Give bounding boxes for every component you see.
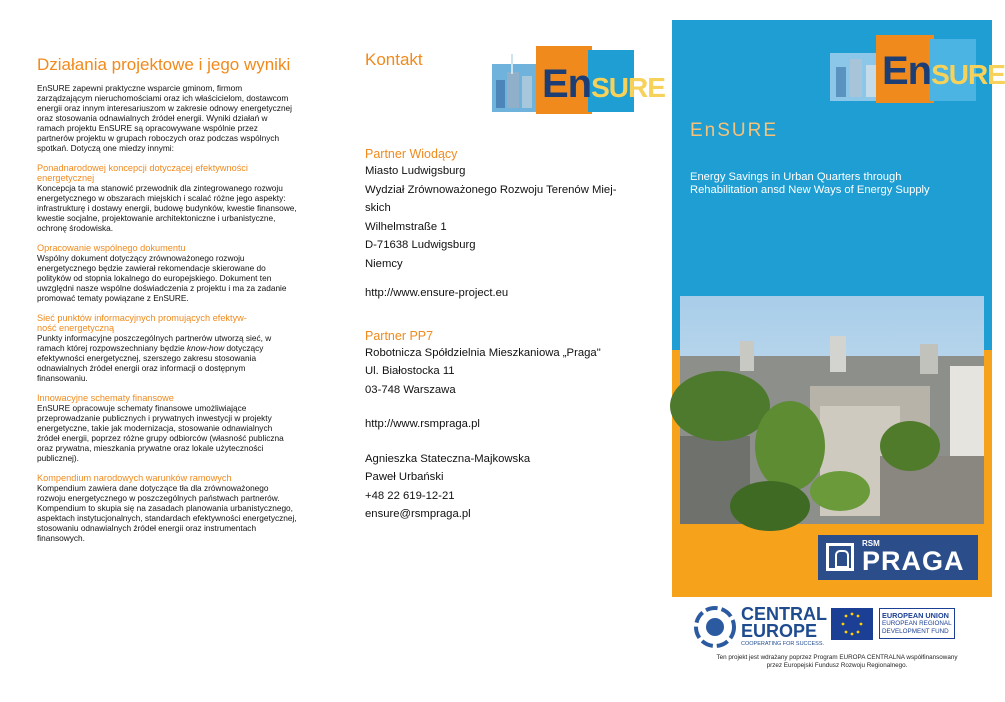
- section-body: Punkty informacyjne poszczególnych partnerów utworzą sieć, w ramach której rozpowszechniany będzie know-how dotyczący efektywności energetycznej, szerszego zakresu stosowania odnawialnych źródeł energii oraz informacji o dostępnym finansowaniu.: [37, 333, 272, 383]
- section-compendium: [37, 473, 297, 543]
- section-heading: Kompendium narodowych warunków ramowych: [37, 473, 232, 483]
- contact-column: [365, 50, 635, 524]
- praga-emblem-icon: [826, 543, 854, 571]
- section-body: Kompendium zawiera dane dotyczące tła dla zrównoważonego rozwoju energetycznego w poszczególnych państwach partnerów. Kompendium to skupia się na zasadach planowania urbanistycznego, aspektach instytucjonalnych, standardach efektywności energetycznej, stosowaniu odnawialnych źródeł energii oraz instrumentach finansowych.: [37, 483, 297, 543]
- lead-line: skich: [365, 202, 391, 214]
- cover-title: EnSURE: [690, 120, 779, 141]
- section-concept: [37, 163, 297, 233]
- partner-pp7-title: Partner PP7: [365, 328, 434, 343]
- section-title: Działania projektowe i jego wyniki: [37, 55, 291, 74]
- section-heading: Sieć punktów informacyjnych promujących efektyw- ność energetyczną: [37, 313, 247, 333]
- section-heading: Opracowanie wspólnego dokumentu: [37, 243, 186, 253]
- intro-text: EnSURE zapewni praktyczne wsparcie gminom, firmom zarządzającym nieruchomościami oraz ich właścicielom, dostawcom energii oraz innym interesariuszom w zakresie odnowy energetycznej oraz stosowania odnawialnych źródeł energii. Wyniki działań w ramach projektu EnSURE są opracowywane wspólnie przez partnerów projektu w grupach roboczych oraz podczas wspólnych spotkań. Dotyczą one miedzy innymi:: [37, 83, 293, 153]
- section-body: Koncepcja ta ma stanowić przewodnik dla zintegrowanego rozwoju energetycznego w obszarach miejskich i scalać różne jego aspekty: infrastrukturę i dostawy energii, budowę budynków, kwestie finansowe, kwestie socjalne, projektowanie architektoniczne i urbanistyczne, ochronę środowiska.: [37, 183, 297, 233]
- lead-url-link[interactable]: http://www.ensure-project.eu: [365, 287, 509, 299]
- city-photo: [680, 296, 984, 524]
- eu-logo: EUROPEAN UNION EUROPEAN REGIONAL DEVELOPMENT FUND: [831, 608, 955, 648]
- lead-line: Wilhelmstraße 1: [365, 220, 447, 233]
- ensure-logo: EnSURE: [492, 46, 634, 120]
- funding-note: Ten projekt jest wdrażany poprzez Program EUROPA CENTRALNA współfinansowany przez Europejski Fundusz Rozwoju Regionalnego.: [716, 654, 958, 669]
- contact-person: Agnieszka Stateczna-Majkowska: [365, 452, 531, 465]
- contact-title: Kontakt: [365, 50, 423, 69]
- section-document: [37, 243, 297, 303]
- contact-email-link[interactable]: ensure@rsmpraga.pl: [365, 508, 471, 520]
- contact-person: Paweł Urbański: [365, 471, 444, 483]
- lead-line: D-71638 Ludwigsburg: [365, 239, 476, 251]
- lead-line: Miasto Ludwigsburg: [365, 165, 466, 177]
- section-body: Wspólny dokument dotyczący zrównoważonego rozwoju energetycznego będzie zawierał rekomendacje skierowane do polityków od stopnia lokalnego do europejskiego. Dokument ten uwzględni nasze wspólne doświadczenia z projektu i ma za zadanie promować tematy powiązane z EnSURE.: [37, 253, 287, 303]
- section-finance: [37, 393, 297, 463]
- lead-line: Niemcy: [365, 257, 403, 270]
- rsm-praga-logo: RSM PRAGA: [818, 535, 978, 580]
- section-body: EnSURE opracowuje schematy finansowe umożliwiające przeprowadzanie publicznych i prywatnych inwestycji w projekty energetyczne, takie jak modernizacja, stosowanie odnawialnych źródeł energii, poprzez różne grupy odbiorców (własność publiczna oraz prywatna, mieszkania prywatne oraz lokale użyteczności publicznej).: [37, 403, 284, 463]
- central-europe-icon: [693, 605, 737, 649]
- section-network: [37, 313, 297, 383]
- section-heading: Innowacyjne schematy finansowe: [37, 393, 174, 403]
- left-column: [37, 55, 297, 543]
- pp7-line: Robotnicza Spółdzielnia Mieszkaniowa „Praga": [365, 346, 601, 359]
- cover-subtitle: Energy Savings in Urban Quarters through Rehabilitation ansd New Ways of Energy Supply: [690, 171, 930, 196]
- pp7-line: 03-748 Warszawa: [365, 383, 456, 396]
- eu-stars-icon: [831, 608, 873, 640]
- central-europe-logo: CENTRAL EUROPE COOPERATING FOR SUCCESS.: [693, 605, 823, 649]
- ensure-logo-cover: EnSURE: [830, 35, 976, 107]
- pp7-line: Ul. Białostocka 11: [365, 365, 455, 377]
- lead-partner-title: Partner Wiodący: [365, 147, 458, 161]
- section-heading: Ponadnarodowej koncepcji dotyczącej efektywności energetycznej: [37, 163, 248, 183]
- contact-phone: +48 22 619-12-21: [365, 489, 455, 502]
- cover-panel: [672, 20, 1005, 597]
- lead-line: Wydział Zrównoważonego Rozwoju Terenów Miej-: [365, 183, 617, 196]
- pp7-url-link[interactable]: http://www.rsmpraga.pl: [365, 418, 480, 430]
